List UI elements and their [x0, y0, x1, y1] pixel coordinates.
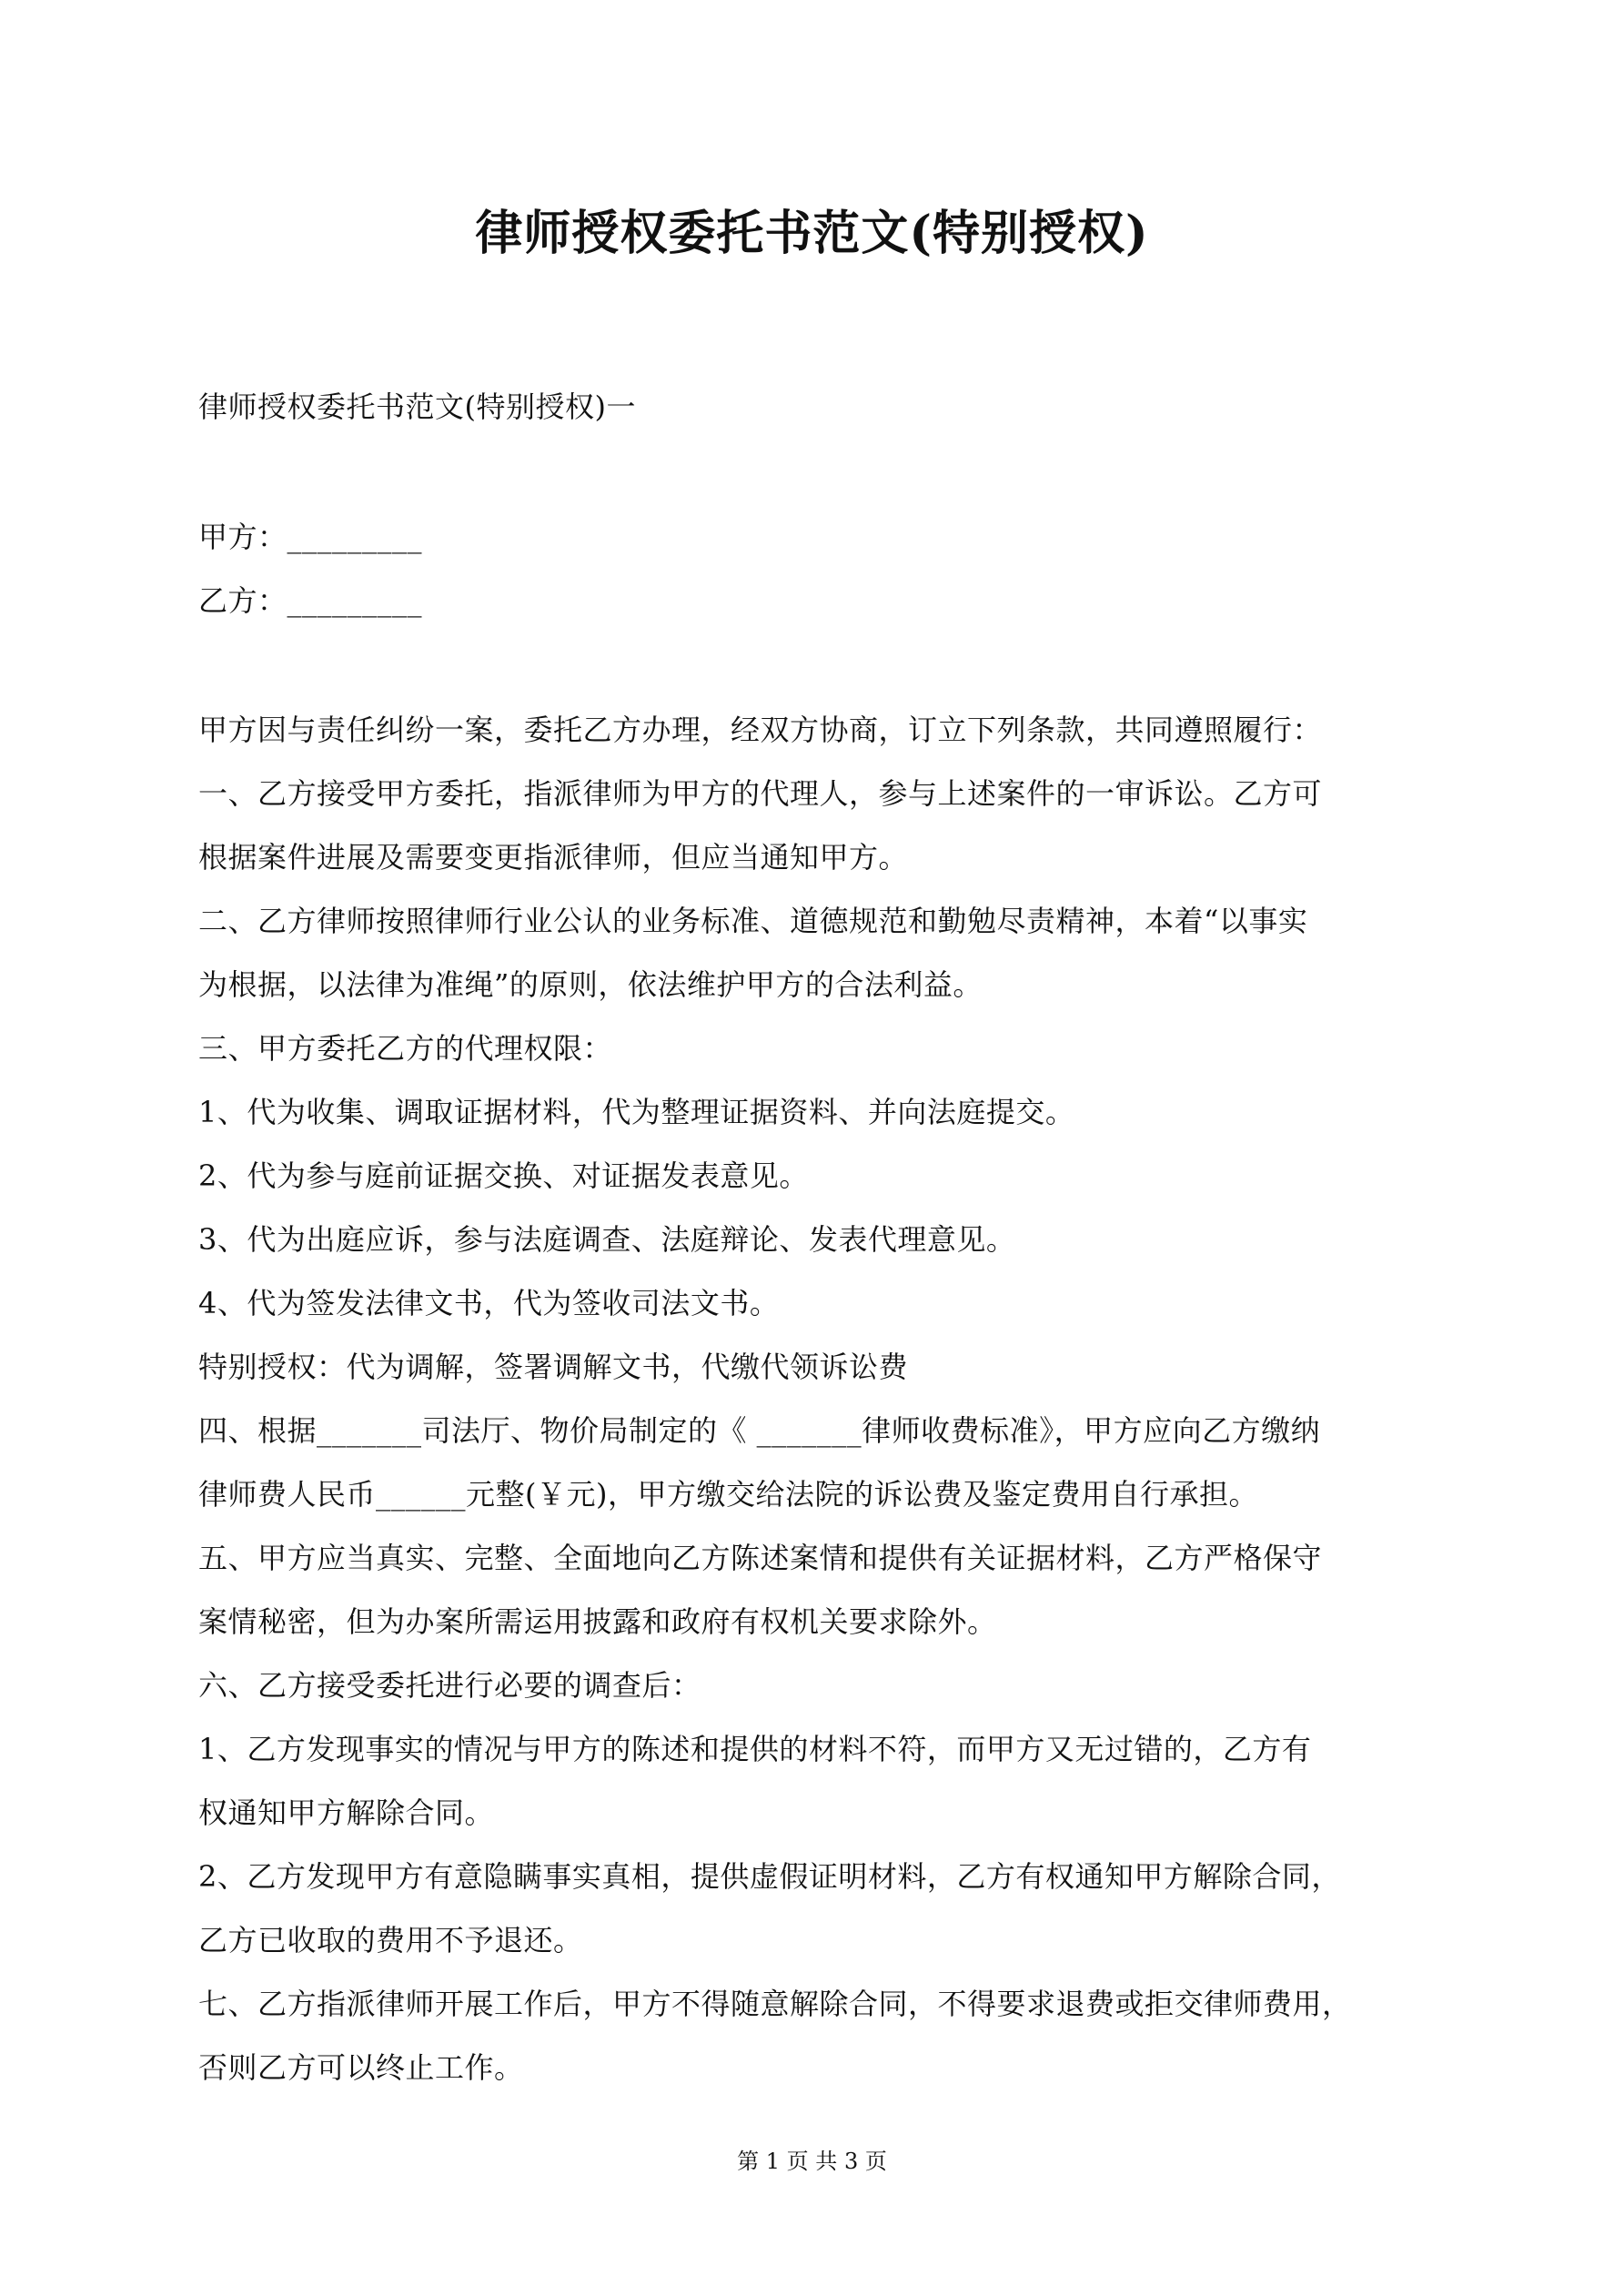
document-subtitle: 律师授权委托书范文(特别授权)一	[198, 389, 636, 424]
body-line: 七、乙方指派律师开展工作后，甲方不得随意解除合同，不得要求退费或拒交律师费用，	[198, 1987, 1352, 2021]
document-title: 律师授权委托书范文(特别授权)	[475, 206, 1149, 261]
body-line: 案情秘密，但为办案所需运用披露和政府有权机关要求除外。	[198, 1604, 997, 1639]
page-number-footer: 第 1 页 共 3 页	[737, 2149, 887, 2174]
body-line: 1、代为收集、调取证据材料，代为整理证据资料、并向法庭提交。	[198, 1095, 1075, 1129]
body-line: 2、代为参与庭前证据交换、对证据发表意见。	[198, 1158, 809, 1193]
body-line: 特别授权：代为调解，签署调解文书，代缴代领诉讼费	[198, 1350, 909, 1384]
body-line: 为根据，以法律为准绳”的原则，依法维护甲方的合法利益。	[198, 967, 983, 1002]
body-line: 4、代为签发法律文书，代为签收司法文书。	[198, 1286, 780, 1320]
body-line: 乙方已收取的费用不予退还。	[198, 1923, 583, 1957]
body-line: 二、乙方律师按照律师行业公认的业务标准、道德规范和勤勉尽责精神，本着“以事实	[198, 904, 1308, 938]
body-line: 2、乙方发现甲方有意隐瞒事实真相，提供虚假证明材料，乙方有权通知甲方解除合同，	[198, 1859, 1341, 1894]
body-line: 五、甲方应当真实、完整、全面地向乙方陈述案情和提供有关证据材料，乙方严格保守	[198, 1541, 1323, 1575]
party-a-line: 甲方：_________	[198, 520, 423, 554]
body-line: 1、乙方发现事实的情况与甲方的陈述和提供的材料不符，而甲方又无过错的，乙方有	[198, 1732, 1312, 1766]
body-line: 根据案件进展及需要变更指派律师，但应当通知甲方。	[198, 840, 909, 875]
body-line: 三、甲方委托乙方的代理权限：	[198, 1031, 613, 1066]
body-line: 四、根据_______司法厅、物价局制定的《 _______律师收费标准》，甲方应向乙方缴纳	[198, 1413, 1321, 1448]
body-line: 3、代为出庭应诉，参与法庭调查、法庭辩论、发表代理意见。	[198, 1222, 1016, 1257]
body-line: 否则乙方可以终止工作。	[198, 2050, 524, 2085]
party-b-line: 乙方：_________	[198, 583, 423, 618]
body-line: 甲方因与责任纠纷一案，委托乙方办理，经双方协商，订立下列条款，共同遵照履行：	[198, 713, 1323, 747]
body-line: 一、乙方接受甲方委托，指派律师为甲方的代理人，参与上述案件的一审诉讼。乙方可	[198, 776, 1323, 811]
body-line: 六、乙方接受委托进行必要的调查后：	[198, 1668, 701, 1703]
body-line: 律师费人民币______元整(￥元)，甲方缴交给法院的诉讼费及鉴定费用自行承担。	[198, 1477, 1258, 1512]
body-line: 权通知甲方解除合同。	[198, 1795, 495, 1830]
